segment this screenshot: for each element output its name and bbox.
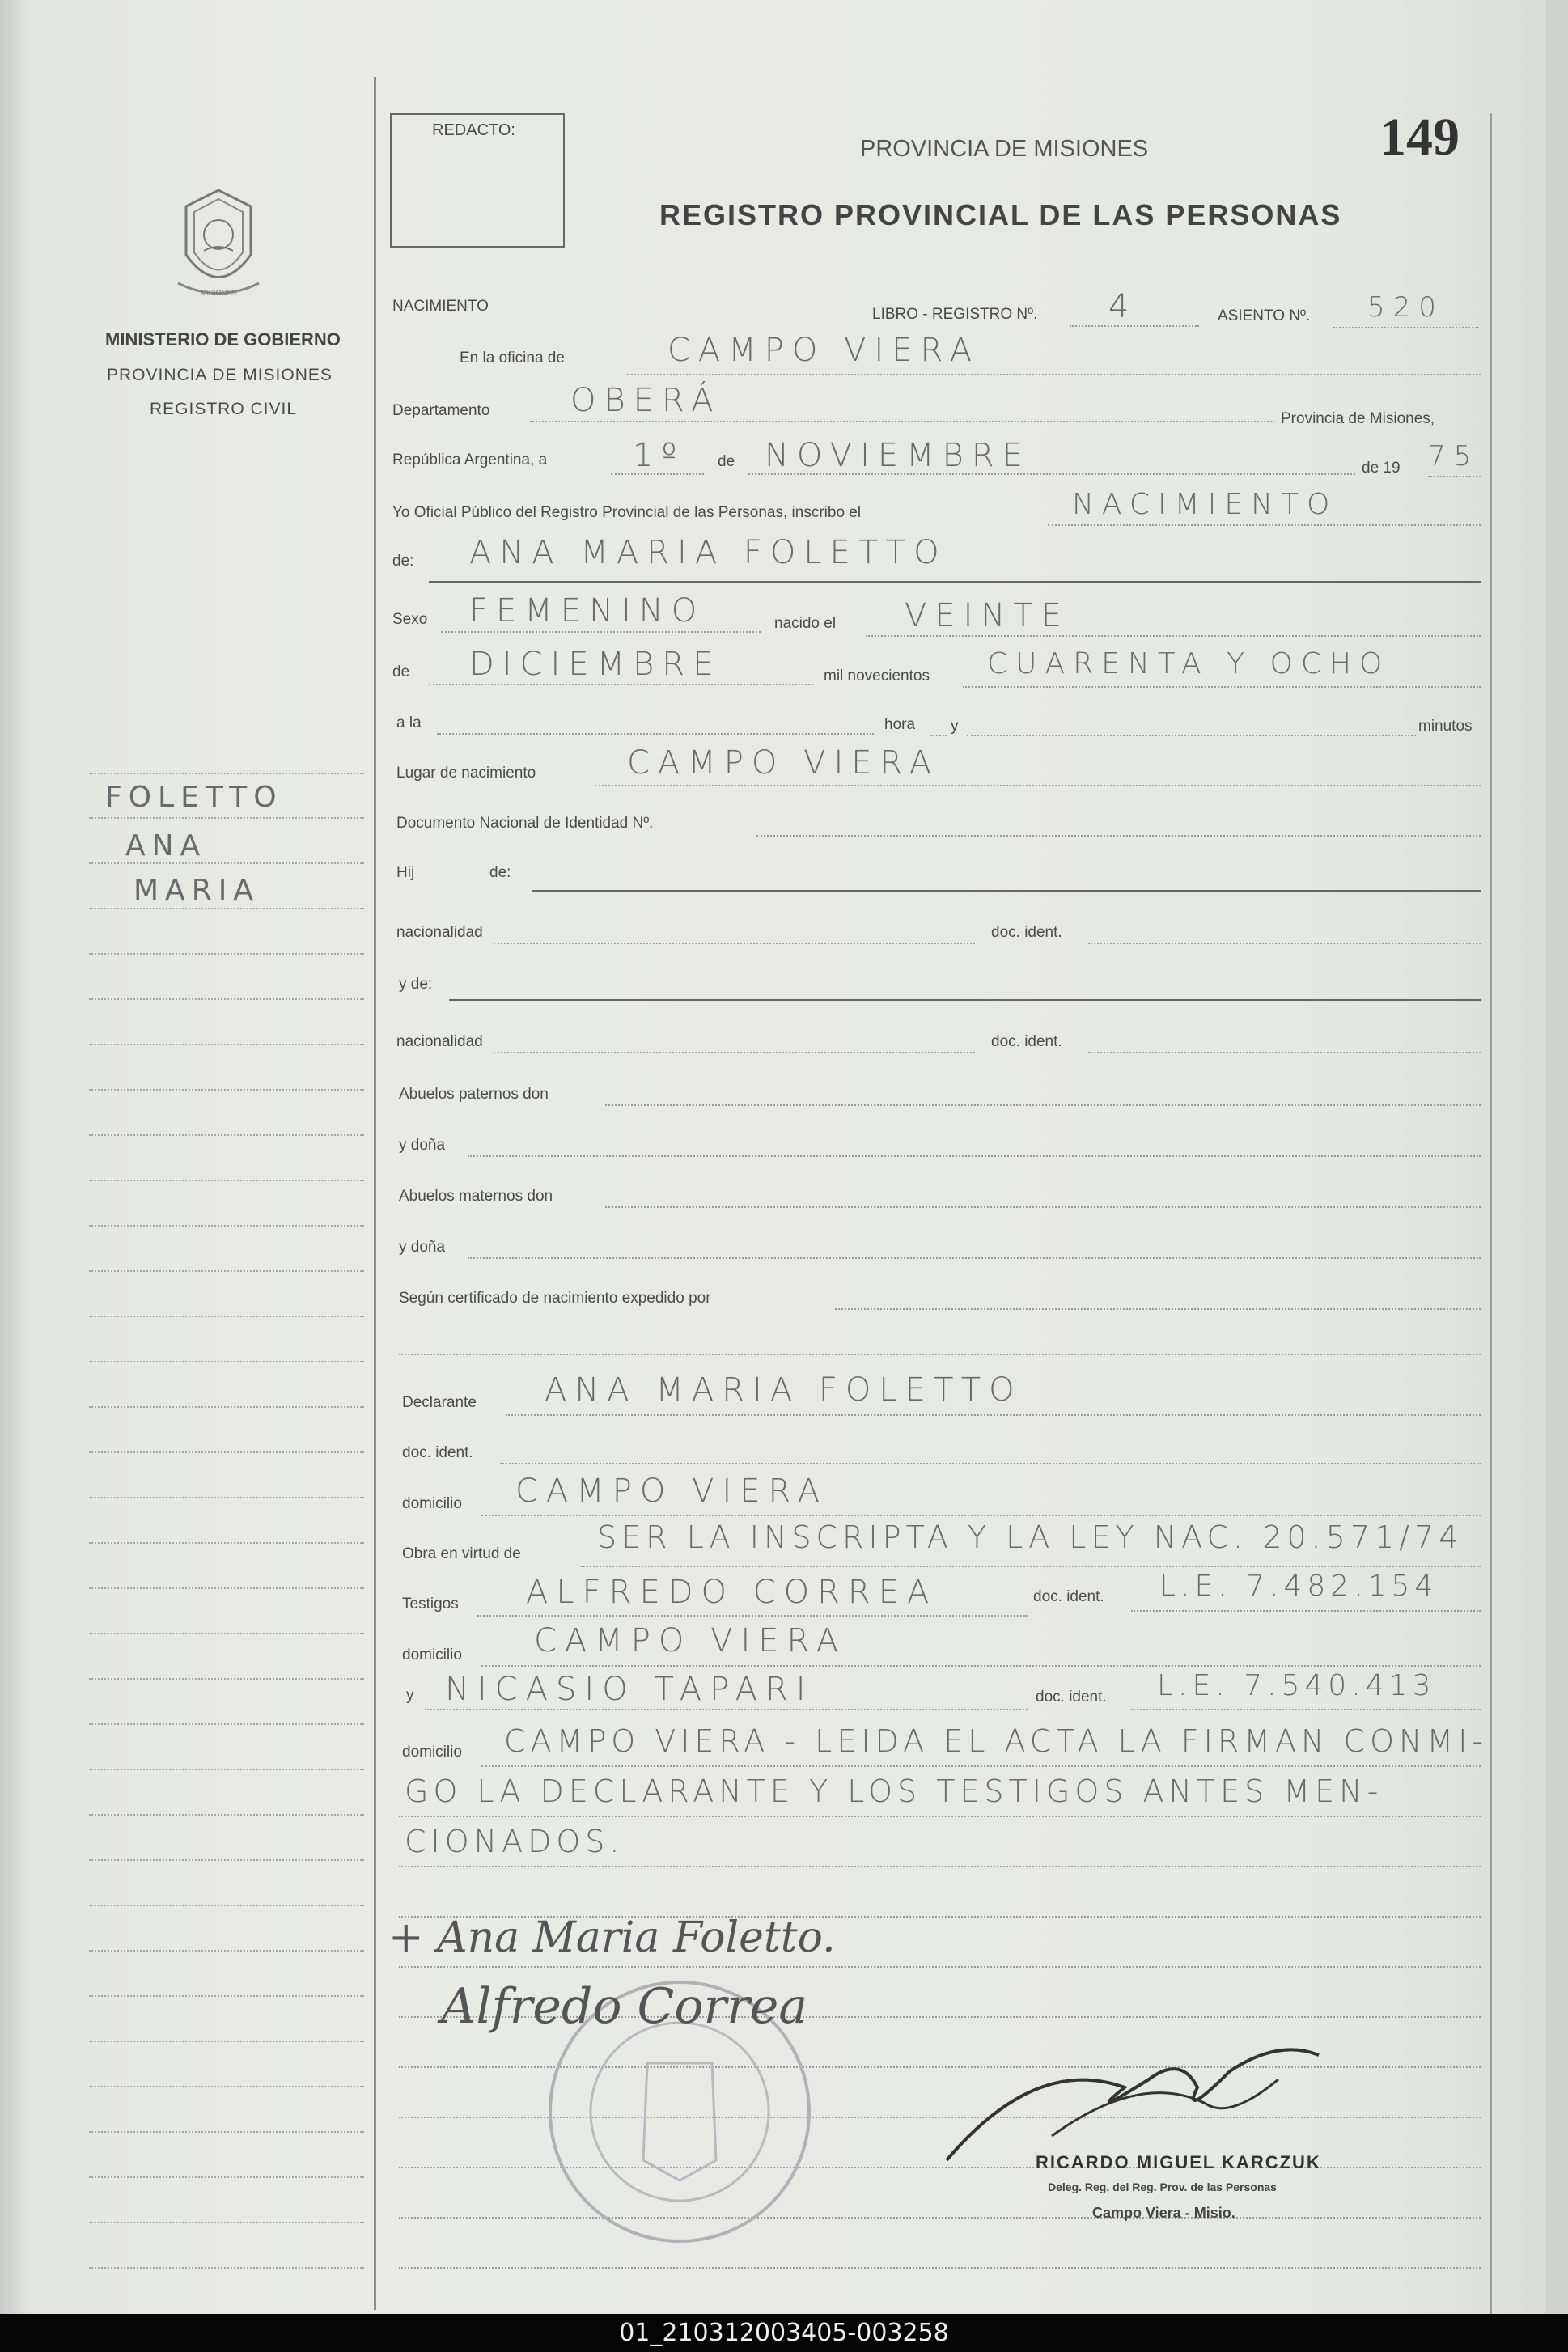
y-dona-label-1: y doña	[399, 1137, 446, 1154]
month-value: NOVIEMBRE	[765, 437, 1031, 474]
margin-name1: ANA	[125, 829, 207, 862]
oficial-label: Yo Oficial Público del Registro Provincial de las Personas, inscribo el	[392, 504, 862, 521]
nacionalidad-label-2: nacionalidad	[396, 1033, 483, 1050]
de-label-2: de	[392, 663, 410, 680]
nacimiento-label: NACIMIENTO	[392, 298, 489, 315]
a-la-label: a la	[396, 714, 422, 731]
day-value: 1º	[633, 437, 685, 474]
margin-name2: MARIA	[133, 874, 260, 907]
folio-number: 149	[1379, 108, 1460, 167]
asiento-label: ASIENTO Nº.	[1218, 307, 1311, 324]
abuelos-paternos-label: Abuelos paternos don	[399, 1086, 549, 1103]
sexo-label: Sexo	[392, 611, 428, 628]
doc-ident-label-4: doc. ident.	[1033, 1588, 1104, 1605]
y-dona-label-2: y doña	[399, 1239, 446, 1256]
departamento-label: Departamento	[392, 402, 490, 419]
testigo2-domicilio-1: CAMPO VIERA - LEIDA EL ACTA LA FIRMAN CONMI-	[504, 1723, 1489, 1759]
margin-surname: FOLETTO	[105, 781, 283, 814]
departamento-value: OBERÁ	[570, 382, 722, 419]
official-location: Campo Viera - Misio.	[1092, 2205, 1235, 2221]
testigo1-doc: L.E. 7.482.154	[1159, 1570, 1439, 1603]
redacto-box	[390, 113, 565, 248]
province-heading: PROVINCIA DE MISIONES	[860, 136, 1149, 162]
domicilio-label-2: domicilio	[402, 1646, 462, 1663]
doc-ident-label-1: doc. ident.	[991, 924, 1062, 941]
signature-testigo: Alfredo Correa	[441, 1978, 808, 2035]
testigo1-domicilio: CAMPO VIERA	[534, 1622, 847, 1659]
documento-label: Documento Nacional de Identidad Nº.	[396, 815, 654, 832]
year-value: 75	[1428, 440, 1480, 473]
testigo1-value: ALFREDO CORREA	[526, 1574, 938, 1611]
y-label-2: y	[406, 1687, 414, 1704]
domicilio-label-1: domicilio	[402, 1495, 462, 1512]
sexo-value: FEMENINO	[469, 592, 706, 629]
declarante-value: ANA MARIA FOLETTO	[545, 1371, 1023, 1409]
republica-label: República Argentina, a	[392, 451, 548, 468]
de-label: de	[718, 453, 735, 470]
y-de-label: y de:	[399, 976, 433, 993]
year-prefix: de 19	[1362, 460, 1401, 477]
person-value: ANA MARIA FOLETTO	[469, 534, 947, 571]
obra-label: Obra en virtud de	[402, 1545, 521, 1562]
nacido-label: nacido el	[774, 615, 837, 632]
testigo2-value: NICASIO TAPARI	[445, 1671, 814, 1708]
libro-value: 4	[1108, 288, 1138, 325]
oficina-label: En la oficina de	[460, 350, 565, 367]
nacionalidad-label-1: nacionalidad	[396, 924, 483, 941]
declarante-label: Declarante	[402, 1394, 477, 1411]
registry-title: REGISTRO PROVINCIAL DE LAS PERSONAS	[659, 198, 1342, 231]
margin-divider	[374, 77, 376, 2310]
abuelos-maternos-label: Abuelos maternos don	[399, 1188, 553, 1205]
oficial-value: NACIMIENTO	[1072, 488, 1338, 521]
seal-text: MISIONES	[200, 289, 237, 297]
hij-label: Hij	[396, 864, 415, 881]
ministry-seal-icon	[162, 178, 275, 307]
de-label-3: de:	[489, 864, 511, 881]
testigo2-domicilio-2: GO LA DECLARANTE Y LOS TESTIGOS ANTES MEN-	[405, 1774, 1384, 1809]
ministry-line2: PROVINCIA DE MISIONES	[107, 366, 333, 384]
segun-label: Según certificado de nacimiento expedido por	[399, 1290, 711, 1307]
domicilio-value: CAMPO VIERA	[515, 1473, 828, 1510]
oficina-value: CAMPO VIERA	[667, 332, 981, 369]
lugar-label: Lugar de nacimiento	[396, 765, 536, 782]
y-label: y	[951, 718, 959, 735]
doc-ident-label-3: doc. ident.	[402, 1444, 473, 1461]
mes-value: DICIEMBRE	[469, 646, 722, 683]
signature-declarante: + Ana Maria Foletto.	[388, 1913, 836, 1962]
right-border	[1490, 113, 1492, 2314]
de-colon-label: de:	[392, 553, 414, 570]
ministry-line1: MINISTERIO DE GOBIERNO	[105, 329, 341, 350]
provincia-label: Provincia de Misiones,	[1281, 410, 1435, 427]
ministry-line3: REGISTRO CIVIL	[150, 400, 298, 418]
lugar-value: CAMPO VIERA	[627, 744, 940, 782]
official-title: Deleg. Reg. del Reg. Prov. de las Personas	[1048, 2180, 1277, 2193]
minutos-label: minutos	[1418, 718, 1473, 735]
testigos-label: Testigos	[402, 1596, 459, 1612]
redacto-label: REDACTO:	[432, 121, 515, 139]
testigo2-doc: L.E. 7.540.413	[1157, 1669, 1436, 1702]
mil-label: mil novecientos	[824, 667, 930, 684]
hora-label: hora	[884, 716, 916, 733]
domicilio-label-3: domicilio	[402, 1744, 462, 1761]
obra-value: SER LA INSCRIPTA Y LA LEY NAC. 20.571/74	[597, 1519, 1464, 1555]
filename-bar: 01_210312003405-003258	[0, 2314, 1568, 2352]
asiento-value: 520	[1367, 291, 1444, 324]
mil-value: CUARENTA Y OCHO	[987, 647, 1391, 680]
libro-label: LIBRO - REGISTRO Nº.	[872, 306, 1038, 323]
doc-ident-label-2: doc. ident.	[991, 1033, 1062, 1050]
testigo2-domicilio-3: CIONADOS.	[405, 1824, 625, 1859]
official-signature-icon	[939, 2023, 1343, 2168]
official-name: RICARDO MIGUEL KARCZUK	[1036, 2152, 1321, 2172]
doc-ident-label-5: doc. ident.	[1036, 1689, 1107, 1706]
nacido-value: VEINTE	[905, 597, 1070, 634]
